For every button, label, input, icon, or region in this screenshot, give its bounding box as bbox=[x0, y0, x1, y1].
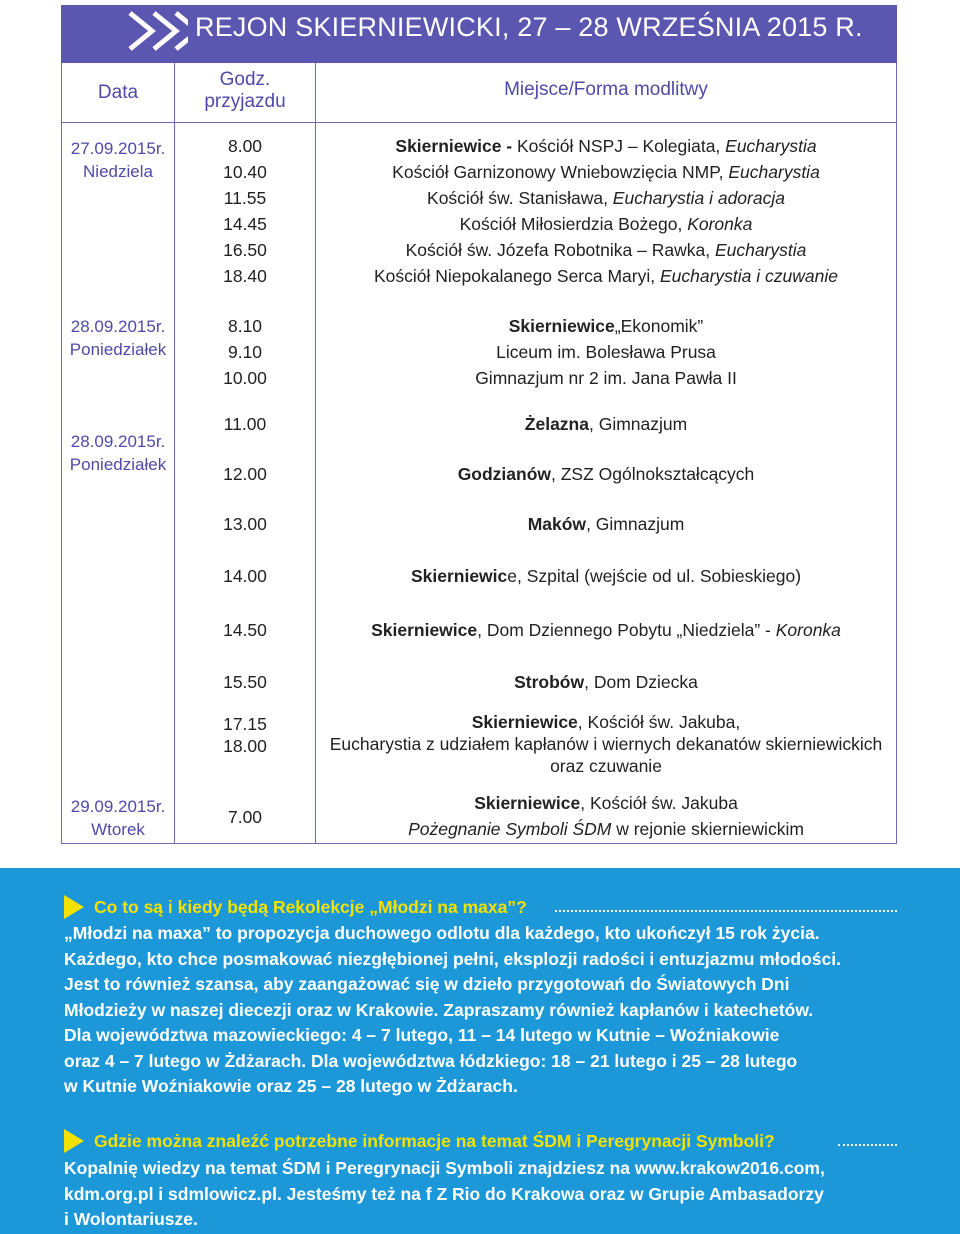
info-question-1: Co to są i kiedy będą Rekolekcje „Młodzi na maxa”? bbox=[94, 897, 527, 917]
info-paragraph-1 bbox=[64, 921, 944, 1100]
place-line: Skierniewice, Kościół św. Jakuba bbox=[474, 793, 738, 813]
time-cell: 14.00 bbox=[223, 566, 267, 586]
day-weekday: Poniedziałek bbox=[69, 340, 167, 359]
dotted-divider bbox=[838, 1144, 897, 1146]
day-weekday: Niedziela bbox=[83, 162, 153, 181]
info-line: „Młodzi na maxa” to propozycja duchowego odlotu dla każdego, kto ukończył 15 rok życia. bbox=[64, 923, 820, 943]
place-line: Strobów, Dom Dziecka bbox=[514, 672, 698, 692]
time-cell: 11.00 bbox=[223, 414, 267, 434]
time-cell: 16.50 bbox=[223, 240, 267, 260]
place-line: Skierniewice - Kościół NSPJ – Kolegiata, Eucharystia bbox=[395, 136, 817, 156]
place-line: Pożegnanie Symboli ŚDM w rejonie skierniewickim bbox=[408, 819, 804, 839]
time-cell: 8.10 bbox=[227, 316, 263, 336]
place-line: Eucharystia z udziałem kapłanów i wiernych dekanatów skierniewickich bbox=[329, 734, 883, 754]
time-cell: 18.00 bbox=[223, 736, 267, 756]
time-cell: 8.00 bbox=[227, 136, 263, 156]
day-weekday: Wtorek bbox=[91, 820, 145, 839]
place-line: Kościół św. Stanisława, Eucharystia i adoracja bbox=[427, 188, 785, 208]
info-line: i Wolontariusze. bbox=[64, 1209, 198, 1229]
day-entry bbox=[62, 137, 174, 183]
place-line: oraz czuwanie bbox=[550, 756, 662, 776]
day-date: 27.09.2015r. bbox=[70, 139, 166, 158]
time-cell: 14.50 bbox=[223, 620, 267, 640]
place-line: Kościół Garnizonowy Wniebowzięcia NMP, Eucharystia bbox=[392, 162, 820, 182]
place-line: Kościół św. Józefa Robotnika – Rawka, Eucharystia bbox=[405, 240, 807, 260]
place-line: Kościół Miłosierdzia Bożego, Koronka bbox=[459, 214, 753, 234]
time-cell: 14.45 bbox=[223, 214, 267, 234]
info-line: Jest to również szansa, aby zaangażować się w dzieło przygotowań do Światowych Dni bbox=[64, 974, 790, 994]
column-header-date: Data bbox=[97, 82, 139, 103]
info-line: w Kutnie Woźniakowie oraz 25 – 28 lutego w Żdżarach. bbox=[64, 1076, 518, 1096]
column-header-time bbox=[175, 69, 315, 113]
place-line: Liceum im. Bolesława Prusa bbox=[496, 342, 716, 362]
time-cell: 17.15 bbox=[223, 714, 267, 734]
day-date: 28.09.2015r. bbox=[70, 432, 166, 451]
place-line: Gimnazjum nr 2 im. Jana Pawła II bbox=[475, 368, 737, 388]
time-cell: 12.00 bbox=[223, 464, 267, 484]
triple-chevron-icon bbox=[68, 8, 188, 54]
place-line: Kościół Niepokalanego Serca Maryi, Eucharystia i czuwanie bbox=[374, 266, 838, 286]
day-entry bbox=[62, 315, 174, 361]
place-line: Skierniewice, Dom Dziennego Pobytu „Niedziela” - Koronka bbox=[371, 620, 841, 640]
dotted-divider bbox=[555, 910, 897, 912]
info-line: oraz 4 – 7 lutego w Żdżarach. Dla województwa łódzkiego: 18 – 21 lutego i 25 – 28 lutego bbox=[64, 1050, 798, 1071]
place-line: Skierniewice„Ekonomik” bbox=[508, 316, 704, 336]
day-entry bbox=[62, 430, 174, 476]
info-line: Młodzieży w naszej diecezji oraz w Krakowie. Zapraszamy również kapłanów i katechetów. bbox=[64, 999, 814, 1020]
column-header-time-line2: przyjazdu bbox=[204, 91, 286, 112]
place-line: Skierniewice, Szpital (wejście od ul. Sobieskiego) bbox=[410, 566, 802, 586]
column-header-place: Miejsce/Forma modlitwy bbox=[504, 79, 708, 100]
time-cell: 18.40 bbox=[223, 266, 267, 286]
header-divider bbox=[61, 122, 897, 123]
place-line: Godzianów, ZSZ Ogólnokształcących bbox=[457, 464, 755, 484]
time-cell: 11.55 bbox=[223, 188, 267, 208]
day-entry bbox=[62, 795, 174, 841]
time-cell: 7.00 bbox=[227, 807, 263, 827]
day-weekday: Poniedziałek bbox=[69, 455, 167, 474]
column-header-time-line1: Godz. bbox=[219, 69, 271, 90]
time-cell: 10.00 bbox=[223, 368, 267, 388]
info-line: Kopalnię wiedzy na temat ŚDM i Peregrynacji Symboli znajdziesz na www.krakow2016.com, bbox=[64, 1158, 825, 1178]
day-date: 29.09.2015r. bbox=[70, 797, 166, 816]
info-line: Każdego, kto chce posmakować niezgłębionej pełni, eksplozji radości i entuzjazmu młodości. bbox=[64, 948, 841, 969]
day-date: 28.09.2015r. bbox=[70, 317, 166, 336]
play-arrow-icon bbox=[64, 895, 84, 919]
time-cell: 9.10 bbox=[227, 342, 263, 362]
play-arrow-icon bbox=[64, 1129, 84, 1153]
time-cell: 15.50 bbox=[223, 672, 267, 692]
place-line: Skierniewice, Kościół św. Jakuba, bbox=[471, 712, 741, 732]
place-line: Żelazna, Gimnazjum bbox=[524, 414, 688, 434]
info-line: kdm.org.pl i sdmlowicz.pl. Jesteśmy też na f Z Rio do Krakowa oraz w Grupie Ambasadorzy bbox=[64, 1183, 824, 1204]
place-line: Maków, Gimnazjum bbox=[527, 514, 685, 534]
time-cell: 13.00 bbox=[223, 514, 267, 534]
info-question-2: Gdzie można znaleźć potrzebne informacje na temat ŚDM i Peregrynacji Symboli? bbox=[94, 1131, 775, 1151]
header-title: REJON SKIERNIEWICKI, 27 – 28 WRZEŚNIA 2015 R. bbox=[195, 12, 863, 42]
info-paragraph-2 bbox=[64, 1156, 944, 1233]
time-cell: 10.40 bbox=[223, 162, 267, 182]
info-line: Dla województwa mazowieckiego: 4 – 7 lutego, 11 – 14 lutego w Kutnie – Woźniakowie bbox=[64, 1025, 780, 1045]
